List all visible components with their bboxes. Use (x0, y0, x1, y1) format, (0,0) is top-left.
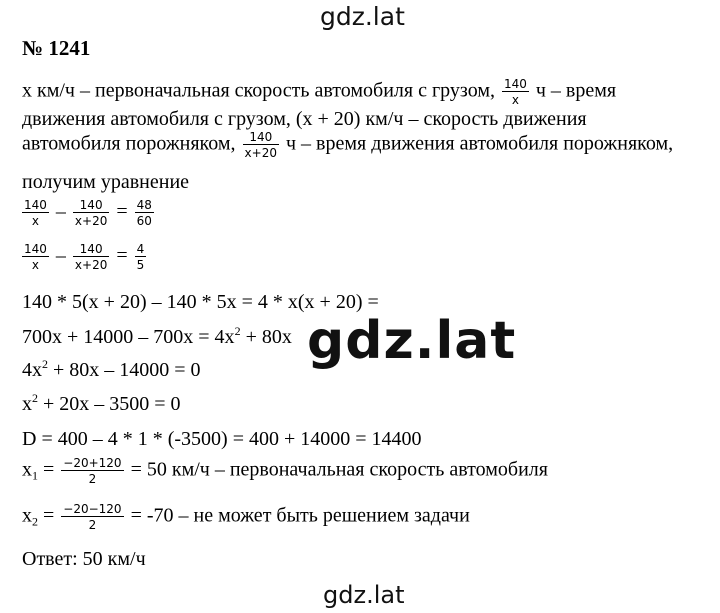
denominator: х (511, 93, 519, 107)
exponent: 2 (32, 391, 38, 405)
operator: = (111, 244, 133, 267)
text-line-4: получим уравнение (22, 171, 190, 193)
subscript: 2 (32, 514, 38, 529)
text-line-3 (22, 131, 673, 159)
fraction (73, 243, 109, 271)
variable: х (22, 504, 32, 527)
numerator: 140 (24, 242, 47, 256)
text-line-1 (22, 78, 616, 106)
numerator: 140 (24, 198, 47, 212)
denominator: х (31, 214, 39, 228)
root-x2-line (22, 503, 470, 531)
numerator: 140 (243, 131, 279, 145)
fraction (61, 503, 123, 531)
answer-line: Ответ: 50 км/ч (22, 548, 146, 570)
root-x1-line (22, 457, 548, 485)
numerator: 140 (73, 243, 109, 257)
text-segment: + 80х – 14000 = 0 (48, 359, 201, 381)
operator: = (38, 458, 60, 481)
equation-1 (22, 199, 156, 227)
fraction (135, 243, 147, 271)
numerator: −20+120 (63, 456, 122, 470)
numerator: 140 (73, 199, 109, 213)
text-segment: = 50 км/ч – первоначальная скорость автомобиля (125, 458, 548, 481)
watermark-top: gdz.lat (320, 2, 405, 31)
fraction (502, 78, 529, 106)
subscript: 1 (32, 468, 38, 483)
text-segment: х (22, 393, 32, 415)
text-segment: ч – время движения автомобиля порожняком, (280, 132, 674, 155)
fraction (61, 457, 123, 485)
fraction (22, 199, 49, 227)
watermark-bottom: gdz.lat (323, 581, 405, 609)
operator: – (50, 200, 71, 223)
fraction (243, 131, 279, 159)
operator: – (50, 244, 71, 267)
denominator: х+20 (244, 146, 277, 160)
operator: = (111, 200, 133, 223)
watermark-middle: gdz.lat (307, 311, 517, 371)
fraction (73, 199, 109, 227)
fraction (135, 199, 154, 227)
denominator: 60 (136, 214, 152, 228)
text-segment: автомобиля порожняком, (22, 132, 236, 155)
fraction (22, 243, 49, 271)
denominator: х (31, 258, 39, 272)
equation-line-3 (22, 357, 201, 381)
text-segment: + 80х (240, 326, 292, 348)
exponent: 2 (42, 357, 48, 371)
text-segment: 4х (22, 359, 42, 381)
equation-2 (22, 243, 148, 271)
numerator: 140 (503, 77, 527, 91)
denominator: х+20 (74, 214, 108, 228)
denominator: 2 (88, 472, 97, 486)
text-line-2: движения автомобиля с грузом, (х + 20) км/ч – скорость движения (22, 108, 587, 130)
numerator: −20−120 (63, 502, 122, 516)
variable: х (22, 458, 32, 481)
equation-line-2 (22, 324, 292, 348)
operator: = (38, 504, 60, 527)
equation-line-1: 140 * 5(х + 20) – 140 * 5х = 4 * х(х + 20) = (22, 291, 379, 313)
numerator: 4 (136, 242, 145, 256)
text-segment: ч – время (530, 79, 617, 102)
text-segment: = -70 – не может быть решением задачи (125, 504, 470, 527)
denominator: 5 (136, 258, 145, 272)
denominator: 2 (88, 518, 97, 532)
text-segment: 700х + 14000 – 700х = 4х (22, 326, 235, 348)
equation-line-4 (22, 391, 181, 415)
problem-number: № 1241 (22, 36, 91, 60)
exponent: 2 (234, 324, 241, 338)
text-segment: х км/ч – первоначальная скорость автомобиля с грузом, (22, 79, 495, 102)
denominator: х+20 (74, 258, 108, 272)
text-segment: + 20х – 3500 = 0 (38, 393, 181, 415)
numerator: 48 (136, 198, 152, 212)
discriminant-line: D = 400 – 4 * 1 * (-3500) = 400 + 14000 = 14400 (22, 428, 422, 450)
